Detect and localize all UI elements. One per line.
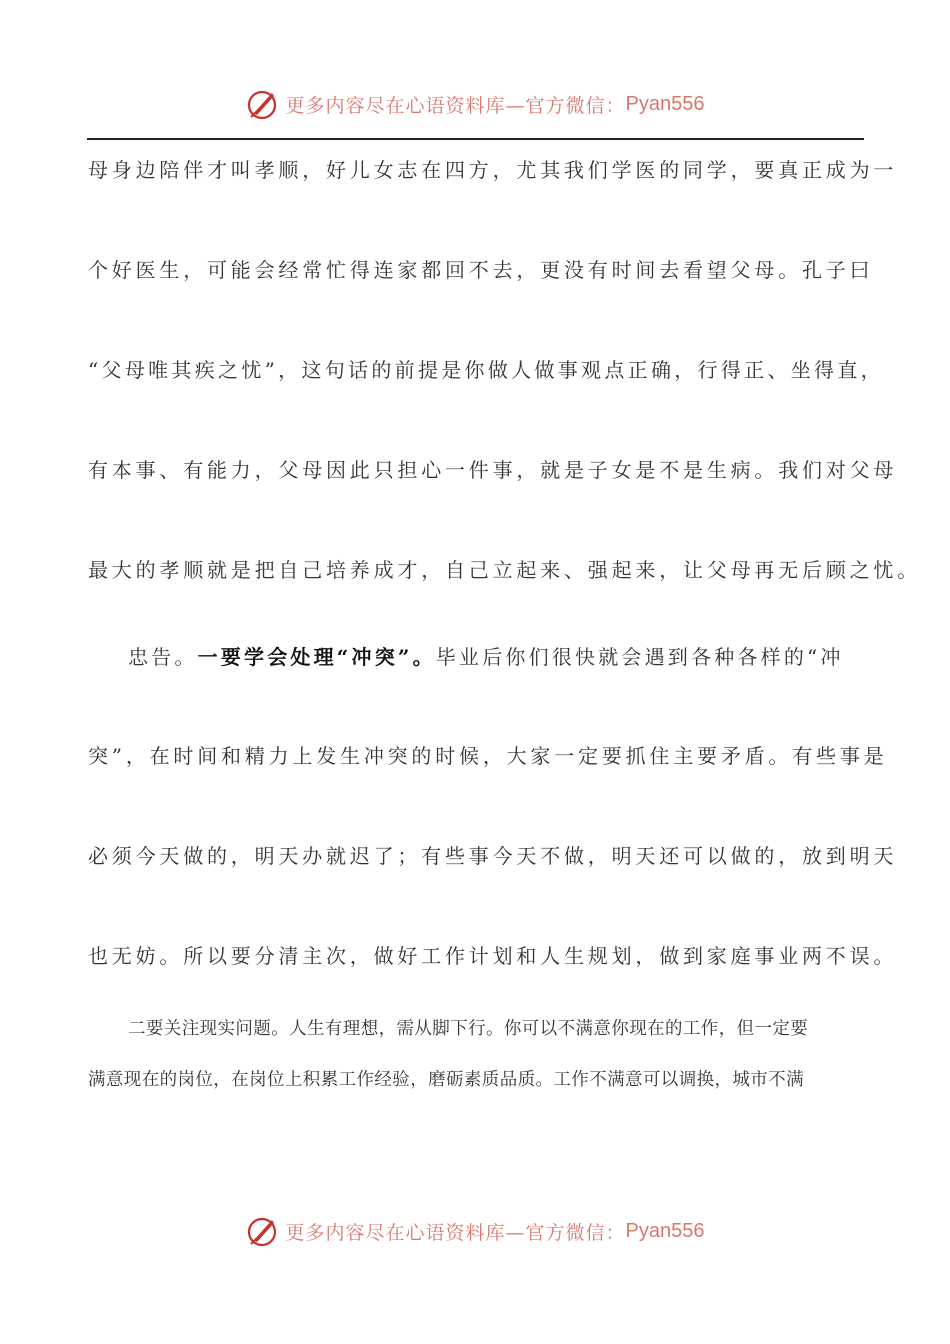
- advice-lead: 忠告。: [128, 645, 198, 669]
- paragraph-2-first-line: [128, 642, 863, 672]
- header-banner: [0, 84, 950, 124]
- quill-pen-logo-icon: [246, 87, 280, 121]
- body-line: “父母唯其疾之忧”，这句话的前提是你做人做事观点正确，行得正、坐得直，: [88, 358, 884, 382]
- body-line: 有本事、有能力，父母因此只担心一件事，就是子女是不是生病。我们对父母: [88, 458, 898, 482]
- advice-heading-1: 一要学会处理“冲突”。: [197, 645, 436, 669]
- header-banner-text: 更多内容尽在心语资料库—官方微信：: [285, 94, 626, 117]
- footer-banner: [0, 1211, 950, 1251]
- body-line: 个好医生，可能会经常忙得连家都回不去，更没有时间去看望父母。孔子曰: [88, 258, 874, 282]
- quill-pen-logo-icon: [246, 1214, 280, 1248]
- body-line: 母身边陪伴才叫孝顺，好儿女志在四方，尤其我们学医的同学，要真正成为一: [88, 158, 898, 182]
- footer-banner-text: 更多内容尽在心语资料库—官方微信：: [285, 1221, 626, 1244]
- header-wechat-id: Pyan556: [625, 92, 705, 115]
- body-line: 必须今天做的，明天办就迟了；有些事今天不做，明天还可以做的，放到明天: [88, 844, 898, 868]
- body-line-small: 满意现在的岗位，在岗位上积累工作经验，磨砺素质品质。工作不满意可以调换，城市不满: [88, 1070, 804, 1090]
- footer-wechat-id: Pyan556: [625, 1219, 705, 1242]
- body-line: 也无妨。所以要分清主次，做好工作计划和人生规划，做到家庭事业两不误。: [88, 944, 898, 968]
- body-line: 突”，在时间和精力上发生冲突的时候，大家一定要抓住主要矛盾。有些事是: [88, 744, 888, 768]
- body-line-small: 二要关注现实问题。人生有理想，需从脚下行。你可以不满意你现在的工作，但一定要: [128, 1019, 809, 1039]
- header-rule: [87, 138, 864, 140]
- body-line: 最大的孝顺就是把自己培养成才，自己立起来、强起来，让父母再无后顾之忧。: [88, 558, 921, 582]
- advice-text: 毕业后你们很快就会遇到各种各样的“冲: [435, 645, 844, 669]
